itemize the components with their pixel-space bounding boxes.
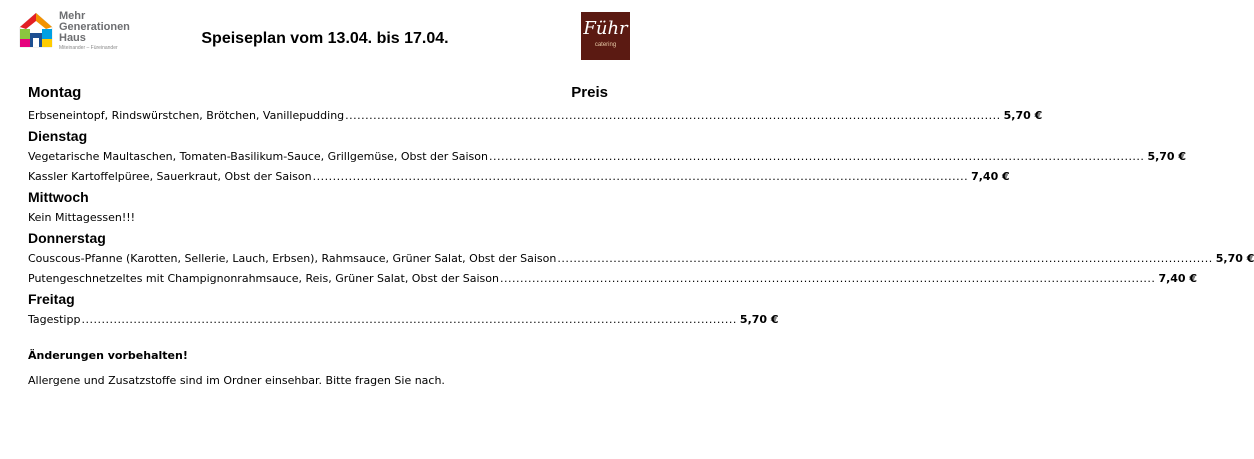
page-title: Speiseplan vom 13.04. bis 17.04. bbox=[201, 30, 449, 47]
item-price: 5,70 € bbox=[1147, 150, 1187, 163]
day-heading-donnerstag: Donnerstag bbox=[28, 230, 106, 246]
item-price: 5,70 € bbox=[1003, 109, 1043, 122]
item-price: 7,40 € bbox=[971, 170, 1010, 183]
dot-leader: .................................................................................................................................................................... bbox=[499, 272, 1156, 285]
price-column-heading: Preis bbox=[571, 84, 608, 101]
item-price: 5,70 € bbox=[739, 313, 779, 326]
dot-leader: .................................................................................................................................................................... bbox=[345, 109, 1001, 122]
menu-item bbox=[28, 270, 1198, 287]
menu-item bbox=[28, 250, 1254, 267]
menu-item bbox=[28, 168, 1010, 185]
logo-tagline: Miteinander – Füreinander bbox=[59, 45, 118, 51]
item-description: Tagestipp bbox=[28, 313, 81, 326]
allergen-note: Allergene und Zusatzstoffe sind im Ordner einsehbar. Bitte fragen Sie nach. bbox=[28, 374, 445, 387]
item-description: Kein Mittagessen!!! bbox=[28, 211, 136, 224]
logo-line-2: Generationen bbox=[59, 21, 130, 33]
menu-header-row bbox=[28, 84, 608, 102]
menu-item bbox=[28, 148, 1187, 165]
dot-leader: .................................................................................................................................................................... bbox=[312, 170, 969, 183]
item-price: 7,40 € bbox=[1158, 272, 1198, 285]
logo-line-3: Haus bbox=[59, 32, 86, 44]
menu-item bbox=[28, 209, 608, 226]
logo-line-1: Mehr bbox=[59, 10, 86, 22]
catering-tagline: catering bbox=[594, 42, 617, 48]
day-heading-montag: Montag bbox=[28, 84, 82, 101]
menu-item bbox=[28, 107, 1043, 124]
changes-notice: Änderungen vorbehalten! bbox=[28, 349, 188, 362]
fuehr-catering-logo bbox=[581, 12, 630, 60]
dot-leader: .................................................................................................................................................................... bbox=[488, 150, 1145, 163]
item-description: Kassler Kartoffelpüree, Sauerkraut, Obst der Saison bbox=[28, 170, 312, 183]
day-heading-freitag: Freitag bbox=[28, 291, 75, 307]
dot-leader: .................................................................................................................................................................... bbox=[81, 313, 737, 326]
menu-item bbox=[28, 311, 779, 328]
item-description: Vegetarische Maultaschen, Tomaten-Basilikum-Sauce, Grillgemüse, Obst der Saison bbox=[28, 150, 488, 163]
day-heading-dienstag: Dienstag bbox=[28, 128, 88, 144]
item-description: Erbseneintopf, Rindswürstchen, Brötchen, Vanillepudding bbox=[28, 109, 345, 122]
day-heading-mittwoch: Mittwoch bbox=[28, 189, 89, 205]
menu-list bbox=[28, 84, 1254, 331]
item-price: 5,70 € bbox=[1215, 252, 1254, 265]
item-description: Couscous-Pfanne (Karotten, Sellerie, Lauch, Erbsen), Rahmsauce, Grüner Salat, Obst der Saison bbox=[28, 252, 557, 265]
dot-leader: .................................................................................................................................................................... bbox=[557, 252, 1213, 265]
catering-brand-name: Führ bbox=[583, 18, 628, 39]
item-description: Putengeschnetzeltes mit Champignonrahmsauce, Reis, Grüner Salat, Obst der Saison bbox=[28, 272, 499, 285]
